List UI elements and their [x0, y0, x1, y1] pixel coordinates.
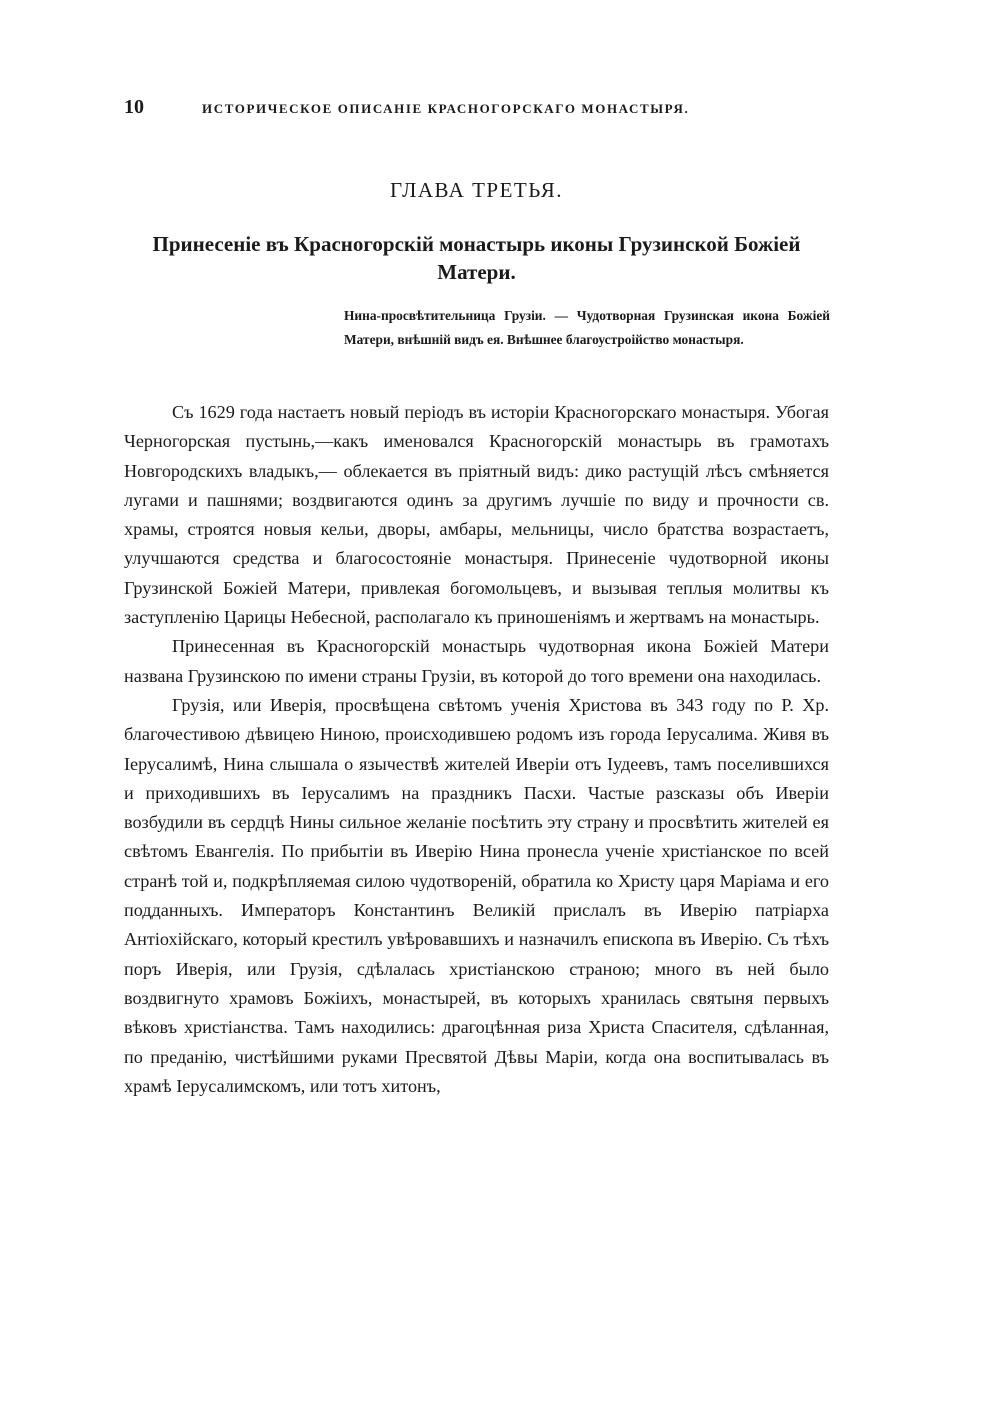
- body-text: [124, 398, 829, 1101]
- paragraph: Принесенная въ Красногорскій монастырь чудотворная икона Божіей Матери названа Грузинскою по имени страны Грузіи, въ которой до того времени она находилась.: [124, 636, 829, 686]
- chapter-summary: Нина-просвѣтительница Грузіи. — Чудотворная Грузинская икона Божіей Матери, внѣшній видъ ея. Внѣшнее благоустроійство монастыря.: [344, 308, 830, 347]
- paragraph: Съ 1629 года настаетъ новый періодъ въ исторіи Красногорскаго монастыря. Убогая Черногорская пустынь,—какъ именовался Красногорскій монастырь въ грамотахъ Новгородскихъ владыкъ,— облекается въ пріятный видъ: дико растущій лѣсъ смѣняется лугами и пашнями; воздвигаются одинъ за другимъ лучшіе по виду и прочности св. храмы, строятся новыя кельи, дворы, амбары, мельницы, число братства возрастаетъ, улучшаются средства и благосостояніе монастыря. Принесеніе чудотворной иконы Грузинской Божіей Матери, привлекая богомольцевъ, и вызывая теплыя молитвы къ заступленію Царицы Небесной, располагало къ приношеніямъ и жертвамъ на монастырь.: [124, 402, 829, 628]
- running-head: [124, 96, 844, 120]
- chapter-title: ГЛАВА ТРЕТЬЯ.: [390, 178, 563, 202]
- section-title: Принесеніе въ Красногорскій монастырь иконы Грузинской Божіей Матери.: [152, 232, 801, 284]
- paragraph: Грузія, или Иверія, просвѣщена свѣтомъ ученія Христова въ 343 году по Р. Хр. благочестивою дѣвицею Ниною, происходившею родомъ изъ города Іерусалима. Живя въ Іерусалимѣ, Нина слышала о язычествѣ жителей Иверіи отъ Іудеевъ, тамъ поселившихся и приходившихъ въ Іерусалимъ на праздникъ Пасхи. Частые разсказы объ Иверіи возбудили въ сердцѣ Нины сильное желаніе посѣтить эту страну и просвѣтить жителей ея свѣтомъ Евангелія. По прибытіи въ Иверію Нина пронесла ученіе христіанское по всей странѣ той и, подкрѣпляемая силою чудотвореній, обратила ко Христу царя Маріама и его подданныхъ. Императоръ Константинъ Великій прислалъ въ Иверію патріарха Антіохійскаго, который крестилъ увѣровавшихъ и назначилъ епископа въ Иверію. Съ тѣхъ поръ Иверія, или Грузія, сдѣлалась христіанскою страною; много въ ней было воздвигнуто храмовъ Божіихъ, монастырей, въ которыхъ хранилась святыня первыхъ вѣковъ христіанства. Тамъ находились: драгоцѣнная риза Христа Спасителя, сдѣланная, по преданію, чистѣйшими руками Пресвятой Дѣвы Маріи, когда она воспитывалась въ храмѣ Іерусалимскомъ, или тотъ хитонъ,: [124, 694, 829, 1096]
- page-number: 10: [124, 96, 144, 118]
- running-title: ИСТОРИЧЕСКОЕ ОПИСАНІЕ КРАСНОГОРСКАГО МОНАСТЫРЯ.: [202, 101, 690, 116]
